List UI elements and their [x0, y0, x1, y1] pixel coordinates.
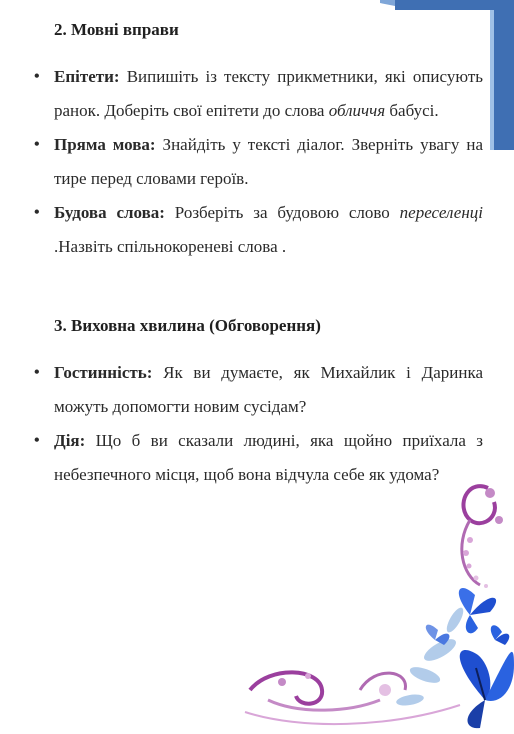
term-label: Пряма мова: [54, 135, 156, 154]
leaf-ornament [395, 605, 466, 707]
section-heading-language-exercises: 2. Мовні вправи [54, 20, 179, 39]
discussion-list [0, 356, 514, 492]
item-text-end: бабусі. [385, 101, 439, 120]
list-item-direct-speech [0, 128, 514, 196]
butterfly-ornament-small [491, 625, 510, 645]
butterfly-ornament-large [460, 650, 514, 728]
swirl-ornament-right [462, 486, 503, 588]
section-heading-educational-minute: 3. Виховна хвилина (Обговорення) [54, 316, 321, 335]
term-label: Епітети: [54, 67, 120, 86]
bullet-icon: • [34, 204, 40, 221]
list-item-action [0, 424, 514, 492]
bullet-icon: • [34, 68, 40, 85]
list-item-word-structure [0, 196, 514, 264]
item-text: Випишіть із тексту прикметники, які описують ранок. Доберіть свої епітети до слова [54, 67, 483, 120]
list-item-hospitality [0, 356, 514, 424]
italic-word: обличчя [328, 101, 386, 120]
term-label: Дія: [54, 431, 86, 450]
butterfly-ornament-top [459, 588, 496, 633]
italic-word: переселенці [399, 203, 484, 222]
item-text-end: .Назвіть спільнокореневі слова . [54, 237, 287, 256]
bullet-icon: • [34, 432, 40, 449]
list-item-epithets [0, 60, 514, 128]
item-text: Що б ви сказали людині, яка щойно приїхала з небезпечного місця, щоб вона відчула себе як удома? [54, 431, 483, 484]
term-label: Будова слова: [54, 203, 165, 222]
bullet-icon: • [34, 136, 40, 153]
bullet-icon: • [34, 364, 40, 381]
butterfly-ornament-left [426, 625, 450, 645]
language-exercises-list [0, 60, 514, 264]
item-text: Знайдіть у тексті діалог. Зверніть увагу на тире перед словами героїв. [54, 135, 483, 188]
term-label: Гостинність: [54, 363, 153, 382]
item-text: Розберіть за будовою слово [164, 203, 400, 222]
item-text: Як ви думаєте, як Михайлик і Даринка можуть допомогти новим сусідам? [54, 363, 483, 416]
